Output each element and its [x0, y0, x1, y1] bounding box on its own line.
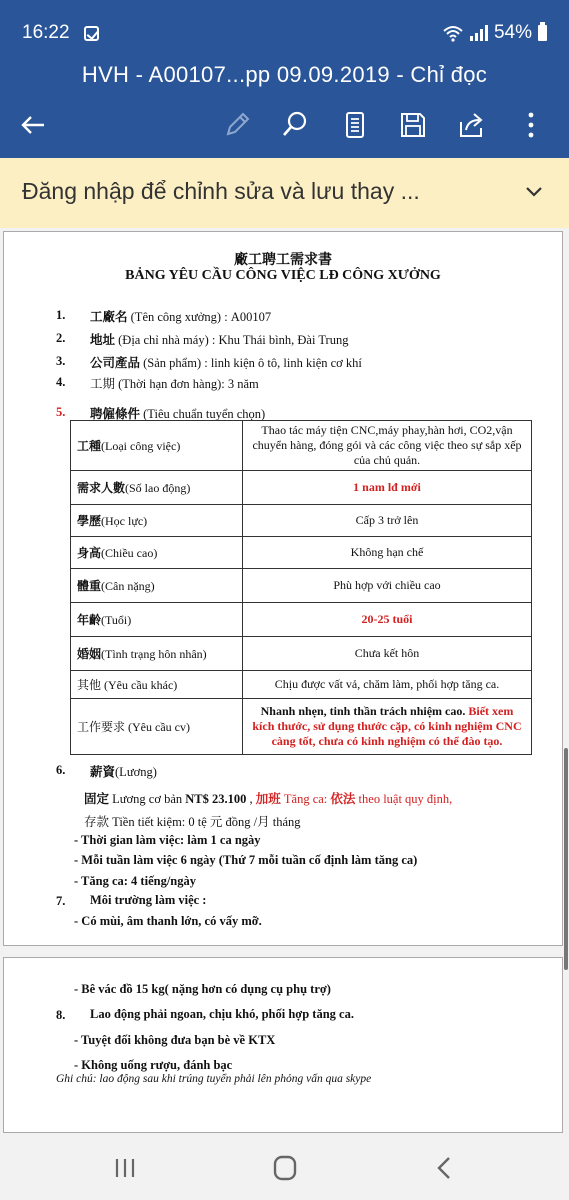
item-2-number: 2.	[56, 331, 66, 345]
row-label: 學歷(Học lực)	[71, 505, 243, 537]
item-6-number: 6.	[56, 763, 66, 777]
table-row	[71, 505, 532, 537]
reading-view-icon[interactable]	[338, 108, 372, 142]
item-8-number: 8.	[56, 1008, 66, 1022]
table-row	[71, 671, 532, 699]
row-label: 工種(Loại công việc)	[71, 421, 243, 471]
status-time: 16:22	[22, 22, 70, 43]
table-row	[71, 637, 532, 671]
recents-icon[interactable]	[108, 1153, 142, 1183]
item-1: 工廠名 (Tên công xưởng) : A00107	[90, 310, 272, 324]
back-arrow-icon[interactable]	[16, 108, 50, 142]
bullet: - Tăng ca: 4 tiếng/ngày	[74, 874, 196, 888]
table-row	[71, 471, 532, 505]
scrollbar[interactable]	[564, 748, 568, 970]
savings-line: 存款 Tiền tiết kiệm: 0 tệ 元 đồng /月 tháng	[84, 815, 301, 829]
save-icon[interactable]	[396, 108, 430, 142]
document-title: HVH - A00107...pp 09.09.2019 - Chỉ đọc	[81, 62, 488, 87]
back-icon[interactable]	[428, 1153, 462, 1183]
salary-heading: 薪資(Lương)	[90, 765, 157, 779]
system-nav-bar	[0, 1135, 569, 1200]
environment-heading: Môi trường làm việc :	[90, 893, 207, 907]
toolbar	[0, 108, 569, 142]
battery-icon	[538, 25, 547, 41]
table-row	[71, 603, 532, 637]
signal-icon	[470, 25, 488, 41]
row-value: Chịu được vất vả, chăm làm, phối hợp tăng ca.	[243, 671, 532, 699]
search-icon[interactable]	[278, 108, 312, 142]
status-bar	[22, 22, 547, 48]
row-label: 婚姻(Tình trạng hôn nhân)	[71, 637, 243, 671]
row-label: 年齡(Tuổi)	[71, 603, 243, 637]
row-value: 20-25 tuổi	[243, 603, 532, 637]
salary-line: 固定 Lương cơ bản NT$ 23.100 , 加班 Tăng ca: 依法 theo luật quy định,	[84, 792, 453, 806]
doc-title-vietnamese: BẢNG YÊU CẦU CÔNG VIỆC LĐ CÔNG XƯỞNG	[125, 268, 441, 283]
item-1-number: 1.	[56, 308, 66, 322]
item-4-number: 4.	[56, 375, 66, 389]
bullet: - Thời gian làm việc: làm 1 ca ngày	[74, 833, 261, 847]
status-right	[442, 22, 547, 44]
bullet: - Có mùi, âm thanh lớn, có vấy mỡ.	[74, 914, 262, 928]
bullet: - Tuyệt đối không đưa bạn bè về KTX	[74, 1033, 276, 1047]
item-4: 工期 (Thời hạn đơn hàng): 3 năm	[90, 377, 259, 391]
chevron-down-icon[interactable]	[523, 180, 545, 202]
row-value: Nhanh nhẹn, tinh thần trách nhiệm cao. Biết xem kích thước, sử dụng thước cặp, có kinh nghiệm CNC càng tốt, chưa có kinh nghiệm có thể đào tạo.	[243, 699, 532, 755]
row-label: 其他 (Yêu cầu khác)	[71, 671, 243, 699]
edit-pencil-icon[interactable]	[220, 108, 254, 142]
table-row	[71, 569, 532, 603]
row-value: 1 nam lđ mới	[243, 471, 532, 505]
item-2: 地址 (Địa chỉ nhà máy) : Khu Thái bình, Đài Trung	[90, 333, 349, 347]
row-value: Thao tác máy tiện CNC,máy phay,hàn hơi, CO2,vận chuyển hàng, đóng gói và các công việc theo sự sắp xếp của chủ quản.	[243, 421, 532, 471]
doc-title-chinese: 廠工聘工需求書	[234, 253, 332, 268]
row-value: Không hạn chế	[243, 537, 532, 569]
item-3-number: 3.	[56, 354, 66, 368]
table-row	[71, 421, 532, 471]
document-page-1[interactable]	[3, 231, 563, 946]
item-3: 公司產品 (Sản phẩm) : linh kiện ô tô, linh kiện cơ khí	[90, 356, 362, 370]
home-icon[interactable]	[268, 1153, 302, 1183]
row-value: Phù hợp với chiều cao	[243, 569, 532, 603]
more-icon[interactable]	[514, 108, 548, 142]
item-8: Lao động phải ngoan, chịu khó, phối hợp tăng ca.	[90, 1007, 354, 1021]
table-row	[71, 699, 532, 755]
table-row	[71, 537, 532, 569]
row-value: Cấp 3 trở lên	[243, 505, 532, 537]
bullet: - Mỗi tuần làm việc 6 ngày (Thứ 7 mỗi tuần cố định làm tăng ca)	[74, 853, 418, 867]
sign-in-banner[interactable]	[0, 158, 569, 228]
wifi-icon	[442, 24, 464, 42]
document-page-2[interactable]	[3, 957, 563, 1133]
bullet: - Bê vác đồ 15 kg( nặng hơn có dụng cụ phụ trợ)	[74, 982, 331, 996]
row-label: 工作要求 (Yêu cầu cv)	[71, 699, 243, 755]
row-value: Chưa kết hôn	[243, 637, 532, 671]
note: Ghi chú: lao động sau khi trúng tuyển phải lên phỏng vấn qua skype	[56, 1073, 372, 1085]
item-7-number: 7.	[56, 894, 66, 908]
app-bar	[0, 0, 569, 158]
notification-check-icon	[84, 26, 99, 41]
row-label: 身高(Chiều cao)	[71, 537, 243, 569]
item-5-number: 5.	[56, 405, 66, 419]
row-label: 體重(Cân nặng)	[71, 569, 243, 603]
battery-percent: 54%	[493, 22, 532, 43]
item-5: 聘僱條件 (Tiêu chuẩn tuyển chọn)	[90, 407, 266, 421]
share-icon[interactable]	[455, 108, 489, 142]
row-label: 需求人數(Số lao động)	[71, 471, 243, 505]
bullet: - Không uống rượu, đánh bạc	[74, 1058, 233, 1072]
banner-message: Đăng nhập để chỉnh sửa và lưu thay ...	[22, 178, 420, 204]
requirements-table	[70, 420, 532, 755]
